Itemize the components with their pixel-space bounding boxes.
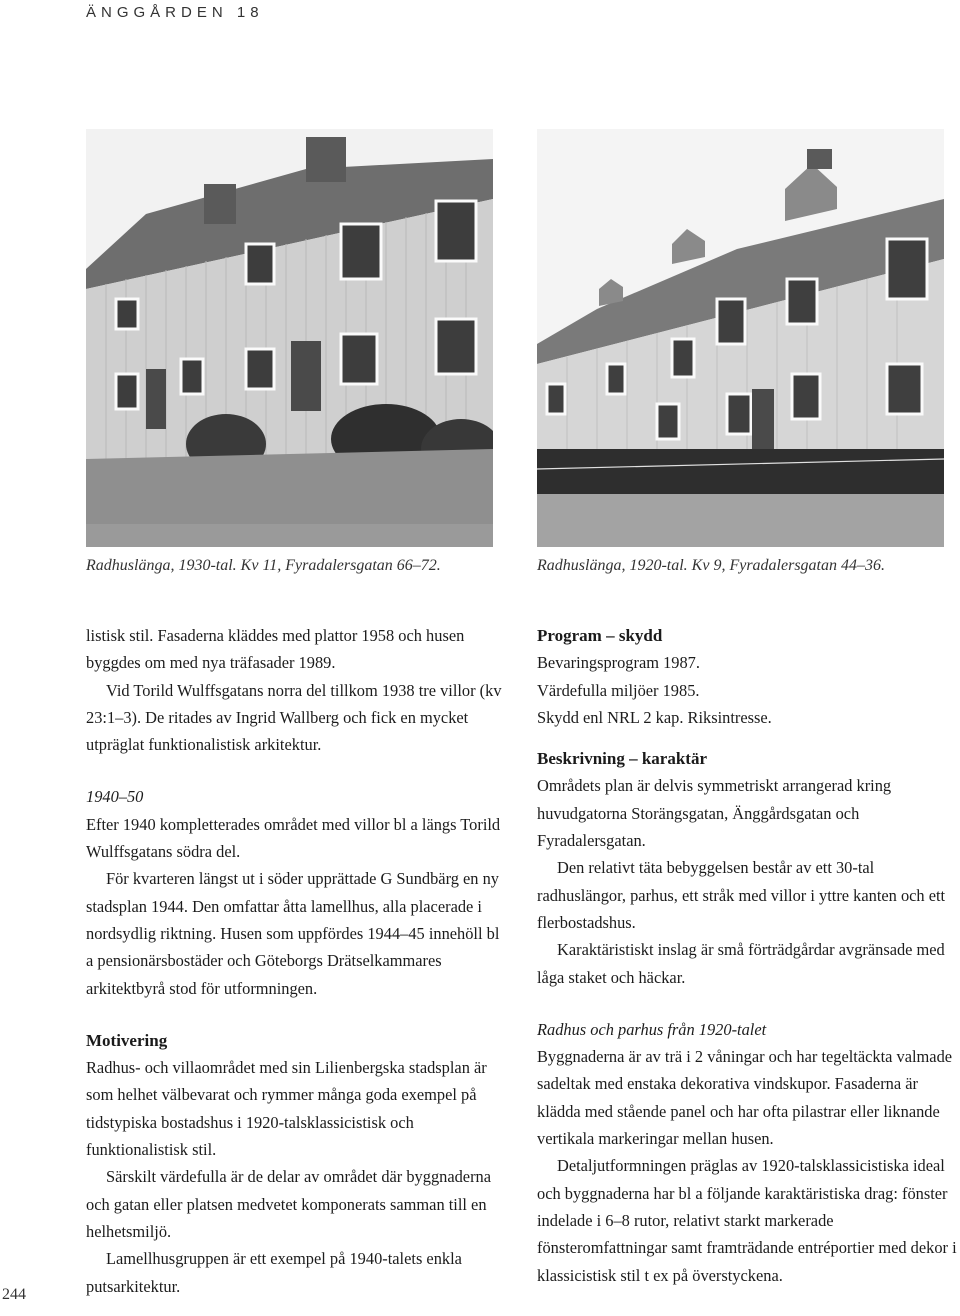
- page-number: 244: [2, 1286, 26, 1303]
- program-heading: Program – skydd: [537, 626, 663, 645]
- left-column: [86, 622, 506, 1300]
- program-line: Skydd enl NRL 2 kap. Riksintresse.: [537, 707, 772, 727]
- paragraph: Lamellhusgruppen är ett exempel på 1940-talets enkla putsarkitektur.: [86, 1249, 462, 1296]
- paragraph: För kvarteren längst ut i söder upprättade G Sundbärg en ny stadsplan 1944. Den omfattar åtta lamellhus, alla placerade i nordsydlig riktning. Husen som uppfördes 1944–45 innehöll bl a pensionärsbostäder och Göteborgs Drätselkammares arkitektbyrå stod för utformningen.: [86, 869, 500, 998]
- row-house-1920s-photo: [537, 129, 944, 547]
- paragraph: Detaljutformningen präglas av 1920-talsklassicistiska ideal och byggnaderna har bl a följande karaktäristiska drag: fönster indelade i 6–8 rutor, relativt starkt markerade fönsteromfattningar samt framträdande entréportier med dekor i klassicistisk stil t ex på överstyckena.: [537, 1156, 957, 1285]
- photo-caption-right: Radhuslänga, 1920-tal. Kv 9, Fyradalersgatan 44–36.: [537, 557, 885, 574]
- right-column: [537, 622, 957, 1289]
- program-line: Värdefulla miljöer 1985.: [537, 680, 700, 700]
- paragraph: Efter 1940 kompletterades området med villor bl a längs Torild Wulffsgatans södra del.: [86, 814, 501, 862]
- paragraph: listisk stil. Fasaderna kläddes med plattor 1958 och husen byggdes om med nya träfasader 1989.: [86, 626, 465, 673]
- program-line: Bevaringsprogram 1987.: [537, 653, 700, 673]
- motivering-heading: Motivering: [86, 1030, 168, 1050]
- paragraph: Den relativt täta bebyggelsen består av ett 30-tal radhuslängor, parhus, ett stråk med villor i yttre kanten och ett flerbostadshus.: [537, 858, 946, 932]
- paragraph: Vid Torild Wulffsgatans norra del tillkom 1938 tre villor (kv 23:1–3). De ritades av Ingrid Wallberg och fick en mycket utpräglat funktionalistisk arkitektur.: [86, 680, 502, 755]
- beskrivning-heading: Beskrivning – karaktär: [537, 749, 708, 769]
- row-house-1930s-photo: [86, 129, 493, 547]
- period-heading: 1940–50: [86, 787, 144, 807]
- paragraph: Områdets plan är delvis symmetriskt arrangerad kring huvudgatorna Storängsgatan, Änggårdsgatan och Fyradalersgatan.: [537, 776, 892, 851]
- paragraph: Radhus- och villaområdet med sin Lilienbergska stadsplan är som helhet välbevarat och rymmer många goda exempel på tidstypiska bostadshus i 1920-talsklassicistisk och funktionalistisk stil.: [86, 1058, 487, 1160]
- running-header: ÄNGGÅRDEN 18: [86, 4, 264, 21]
- radhus-heading: Radhus och parhus från 1920-talet: [537, 1019, 767, 1039]
- paragraph: Särskilt värdefulla är de delar av området där byggnaderna och gatan eller platsen medvetet komponerats samman till en helhetsmiljö.: [86, 1167, 492, 1241]
- paragraph: Karaktäristiskt inslag är små förträdgårdar avgränsade med låga staket och häckar.: [537, 940, 945, 987]
- photo-caption-left: Radhuslänga, 1930-tal. Kv 11, Fyradalersgatan 66–72.: [86, 557, 441, 574]
- paragraph: Byggnaderna är av trä i 2 våningar och har tegeltäckta valmade sadeltak med enstaka dekorativa vindskupor. Fasaderna är klädda med stående panel och har ofta pilastrar eller liknande vertikala markeringar mellan husen.: [537, 1047, 953, 1149]
